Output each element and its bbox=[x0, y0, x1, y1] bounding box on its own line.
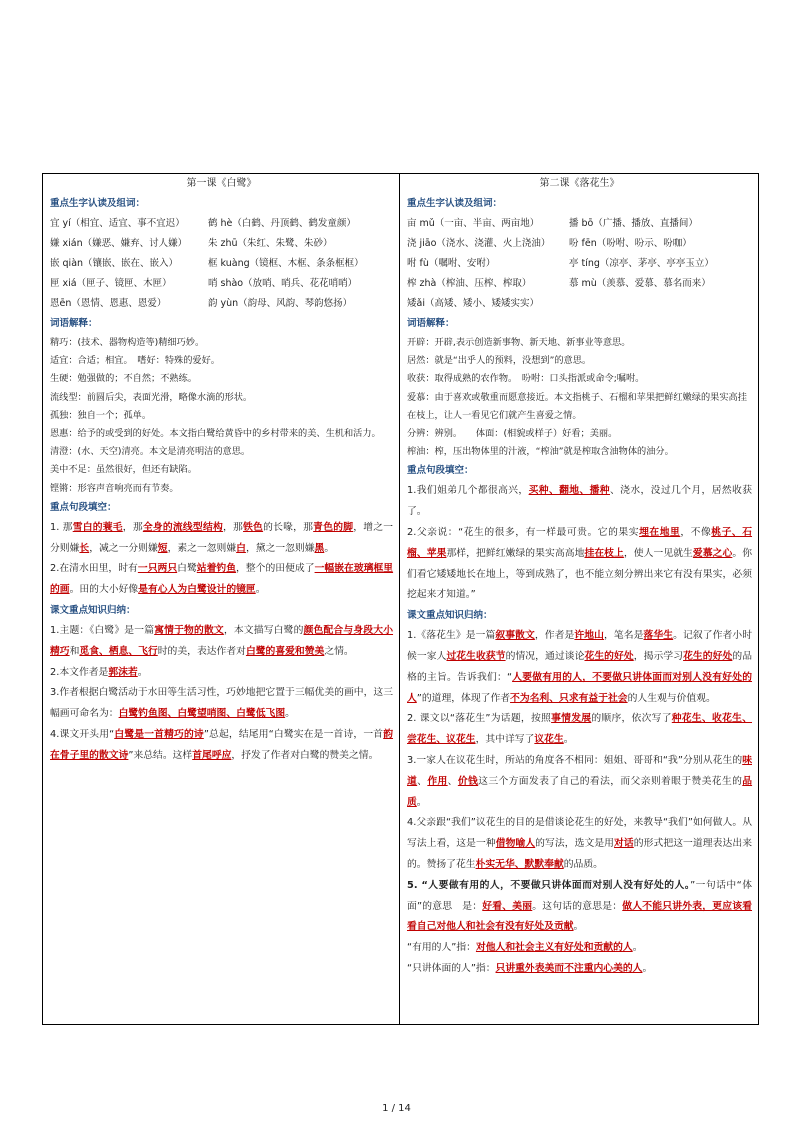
paragraph-text: 、 bbox=[447, 775, 458, 787]
section-heading: 词语解释： bbox=[407, 318, 455, 329]
paragraph-text: ，作者是 bbox=[534, 630, 575, 642]
paragraph-text: ，不像 bbox=[680, 527, 712, 539]
answer-highlight: 对话 bbox=[614, 838, 634, 850]
character-entry: 韵 yùn（韵母、风韵、琴韵悠扬） bbox=[208, 298, 353, 309]
paragraph bbox=[407, 813, 752, 875]
definition-line: 居然：就是“出乎人的预料，没想到”的意思。 bbox=[407, 355, 592, 367]
paragraph-text: 的品格的主旨。告诉我们：“ bbox=[407, 651, 753, 683]
paragraph-text: 。这句话的意思是： bbox=[532, 900, 623, 912]
character-row bbox=[407, 214, 752, 234]
answer-highlight: 议花生 bbox=[534, 734, 564, 746]
character-entry: 框 kuàng（镜框、木框、条条框框） bbox=[208, 258, 364, 269]
answer-highlight: 是有心人为白鹭设计的镜匣 bbox=[138, 584, 256, 596]
paragraph bbox=[407, 709, 752, 751]
answer-highlight: 做人不能只讲外表，更应该看看自己对他人和社会有没有好处及贡献 bbox=[407, 900, 753, 933]
paragraph-text: 1.《落花生》是一篇 bbox=[407, 630, 496, 642]
paragraph bbox=[50, 559, 393, 601]
paragraph bbox=[407, 523, 752, 606]
paragraph-text: “只讲体面的人”指： bbox=[407, 962, 496, 974]
answer-highlight: 颜色配合与身段大小精巧 bbox=[50, 625, 394, 657]
paragraph bbox=[407, 626, 752, 709]
paragraph-text: ，本文描写白鹭的 bbox=[223, 625, 304, 637]
paragraph-text: ”来总结。这样 bbox=[128, 749, 193, 761]
answer-highlight: 许地山 bbox=[574, 630, 605, 642]
page-number: 1 / 14 bbox=[382, 1103, 411, 1114]
section-heading: 重点生字认读及组词： bbox=[50, 198, 146, 209]
answer-highlight: 首尾呼应 bbox=[192, 749, 232, 761]
section-heading: 词语解释： bbox=[50, 318, 98, 329]
answer-highlight: 白鹭是一首精巧的诗 bbox=[114, 729, 204, 740]
character-entry: 榨 zhà（榨油、压榨、榨取） bbox=[407, 278, 532, 289]
answer-highlight: 郭沫若 bbox=[108, 666, 138, 678]
definition-line: 孤独：独自一个；孤单。 bbox=[50, 409, 152, 421]
answer-highlight: 买种、翻地、播种 bbox=[528, 485, 610, 497]
answer-highlight: 雪白的蓑毛 bbox=[72, 521, 123, 533]
paragraph-text: 。 bbox=[573, 921, 584, 933]
definition-line: 适宜：合适；相宜。 嗜好：特殊的爱好。 bbox=[50, 355, 220, 367]
paragraph-text: 。 bbox=[632, 942, 643, 954]
paragraph-text: 、 bbox=[417, 775, 428, 787]
answer-highlight: 埋在地里 bbox=[639, 527, 681, 539]
paragraph-text: 。 bbox=[563, 734, 574, 746]
section-heading: 重点句段填空： bbox=[50, 501, 117, 513]
paragraph-text: 2. 课文以“落花生”为话题，按照 bbox=[407, 713, 552, 725]
answer-highlight: 站着钓鱼 bbox=[196, 563, 237, 575]
paragraph bbox=[407, 876, 752, 938]
paragraph-text: 。田的大小好像 bbox=[69, 584, 139, 596]
answer-highlight: 品质 bbox=[407, 775, 753, 808]
paragraph-text: 3.一家人在议花生时，所站的角度各不相同：姐姐、哥哥和“我”分别从花生的 bbox=[407, 754, 743, 766]
answer-highlight: 桃子、石榴、苹果 bbox=[407, 527, 753, 559]
answer-highlight: 对他人和社会主义有好处和贡献的人 bbox=[475, 942, 633, 954]
paragraph-text: 白鹭 bbox=[177, 563, 197, 575]
definition-line: 爱慕：由于喜欢或敬重而愿意接近。本文指桃子、石榴和苹果把鲜红嫩绿的果实高挂在枝上，让人一看见它们就产生喜爱之情。 bbox=[407, 391, 747, 421]
paragraph-text: 4.父亲跟“我们”议花生的目的是借谈论花生的好处，来教导“我们”如何做人。从写法上看，这是一种 bbox=[407, 817, 752, 850]
answer-highlight: 白 bbox=[236, 542, 246, 554]
answer-highlight: 寓情于物的散文 bbox=[154, 625, 224, 637]
paragraph-text: 、浇水，没过几个月，居然收获了。 bbox=[407, 485, 753, 518]
paragraph-text: 的品质。 bbox=[563, 858, 603, 870]
paragraph-text: ，减之一分则嫌 bbox=[89, 542, 158, 554]
paragraph-text: 2.在清水田里，时有 bbox=[50, 563, 138, 575]
word-definitions bbox=[407, 334, 752, 461]
character-entry: 匣 xiá（匣子、镜匣、木匣） bbox=[50, 278, 172, 289]
paragraph bbox=[50, 518, 393, 560]
section-heading: 课文重点知识归纳： bbox=[50, 605, 136, 617]
paragraph-text: 1.主题：《白鹭》是一篇 bbox=[50, 625, 155, 637]
definition-line: 恩惠：给予的或受到的好处。本文指白鹭给黄昏中的乡村带来的美、生机和活力。 bbox=[50, 428, 381, 440]
answer-highlight: 铁色 bbox=[243, 521, 264, 533]
paragraph-text: 和 bbox=[69, 645, 80, 657]
character-row bbox=[407, 254, 752, 274]
paragraph bbox=[407, 959, 752, 980]
character-row bbox=[407, 274, 752, 294]
answer-highlight: 好看、美丽 bbox=[482, 900, 533, 912]
answer-highlight: 韵在骨子里的散文诗 bbox=[50, 729, 393, 761]
answer-highlight: 挂在枝上 bbox=[584, 547, 624, 559]
answer-highlight: 爱慕之心 bbox=[692, 547, 733, 559]
paragraph-text: 。你们看它矮矮地长在地上，等到成熟了，也不能立刻分辨出来它有没有果实，必须挖起来才知道。” bbox=[407, 547, 753, 601]
answer-highlight: 只讲重外表美而不注重内心美的人 bbox=[495, 962, 643, 974]
answer-highlight: 一幅嵌在玻璃框里的画 bbox=[50, 563, 394, 596]
answer-highlight: 叙事散文 bbox=[495, 630, 535, 642]
character-row bbox=[50, 274, 393, 294]
paragraph-text: ，笔名是 bbox=[604, 630, 644, 642]
section-heading: 重点句段填空： bbox=[407, 465, 474, 477]
answer-highlight: 青色的脚 bbox=[313, 521, 354, 533]
definition-line: 生硬：勉强做的；不自然；不熟练。 bbox=[50, 373, 197, 385]
paragraph bbox=[50, 683, 393, 725]
character-row bbox=[407, 234, 752, 254]
paragraph-text: 。记叙了作者小时候一家人 bbox=[407, 630, 753, 662]
paragraph-text: ，其中详写了 bbox=[475, 734, 535, 746]
character-entry: 朱 zhū（朱红、朱鹭、朱砂） bbox=[208, 238, 333, 249]
answer-highlight: 落华生 bbox=[643, 630, 674, 642]
character-row bbox=[50, 214, 393, 234]
paragraph bbox=[407, 481, 752, 523]
paragraph-text: 的长喙，那 bbox=[263, 521, 314, 533]
paragraph-text: ，抒发了作者对白鹭的赞美之情。 bbox=[231, 749, 379, 761]
paragraph-text: 。 bbox=[324, 542, 335, 554]
definition-line: 美中不足：虽然很好，但还有缺陷。 bbox=[50, 464, 197, 476]
paragraph-text: 。 bbox=[285, 708, 295, 720]
character-entry: 亭 tíng（凉亭、茅亭、亭亭玉立） bbox=[569, 258, 714, 269]
character-entry: 慕 mù（羡慕、爱慕、慕名而来） bbox=[569, 278, 711, 289]
answer-highlight: 人要做有用的人，不要做只讲体面而对别人没有好处的人 bbox=[407, 671, 753, 704]
paragraph-text: ，那 bbox=[122, 521, 143, 533]
answer-highlight: 短 bbox=[157, 542, 168, 554]
character-entry: 亩 mǔ（一亩、半亩、两亩地） bbox=[407, 218, 540, 229]
paragraph-text: 2.本文作者是 bbox=[50, 666, 109, 678]
answer-highlight: 种花生、收花生、尝花生、议花生 bbox=[407, 713, 752, 746]
answer-highlight: 价钱 bbox=[457, 775, 479, 787]
answer-highlight: 白鹭的喜爱和赞美 bbox=[245, 645, 325, 657]
character-entry: 恩ēn（恩情、恩惠、恩爱） bbox=[50, 298, 167, 309]
paragraph-text: 这三个方面发表了自己的看法，而父亲则着眼于赞美花生的 bbox=[478, 775, 743, 787]
answer-highlight: 朴实无华、默默奉献 bbox=[475, 858, 564, 870]
answer-highlight: 过花生收获节 bbox=[446, 651, 506, 662]
paragraph-text: 那样，把鲜红嫩绿的果实高高地 bbox=[446, 547, 585, 559]
paragraph-text: 的顺序，依次写了 bbox=[591, 713, 672, 725]
paragraph-text: ，增之一分则嫌 bbox=[50, 521, 394, 554]
character-row bbox=[50, 294, 393, 314]
word-definitions bbox=[50, 334, 393, 498]
paragraph-text: 。 bbox=[255, 584, 266, 596]
answer-highlight: 觅食、栖息、飞行 bbox=[79, 645, 158, 657]
answer-highlight: 不为名利、只求有益于社会 bbox=[510, 692, 628, 704]
character-entry: 浇 jiāo（浇水、浇灌、火上浇油） bbox=[407, 238, 551, 249]
paragraph-text: ，黛之一忽则嫌 bbox=[245, 542, 315, 554]
paragraph-text: 。 bbox=[416, 796, 427, 808]
answer-highlight: 事情发展 bbox=[551, 713, 592, 725]
paragraph-text: ，那 bbox=[222, 521, 244, 533]
character-row bbox=[50, 254, 393, 274]
answer-highlight: 黑 bbox=[314, 542, 325, 554]
answer-highlight: 作用 bbox=[427, 775, 448, 787]
answer-highlight: 长 bbox=[79, 542, 90, 554]
lesson-2-cell bbox=[400, 174, 759, 1025]
answer-highlight: 全身的流线型结构 bbox=[142, 521, 223, 533]
character-entry: 吩 fēn（吩咐、吩示、吩咖） bbox=[569, 238, 692, 249]
paragraph-text: 之情。 bbox=[324, 645, 354, 657]
definition-line: 铿锵：形容声音响亮而有节奏。 bbox=[50, 482, 179, 494]
paragraph-text: 1.我们姐弟几个都很高兴， bbox=[407, 485, 529, 497]
lesson-table bbox=[42, 173, 759, 1025]
paragraph-text: 。 bbox=[642, 962, 653, 974]
section-heading: 课文重点知识归纳： bbox=[407, 610, 493, 622]
paragraph-text: 的形式把这一道理表达出来的。赞扬了花生 bbox=[407, 838, 753, 870]
definition-line: 精巧：(技术、器物构造等)精细巧妙。 bbox=[50, 337, 205, 348]
paragraph-text: 的人生观与价值观。 bbox=[627, 692, 716, 704]
character-entry: 矮ǎi（高矮、矮小、矮矮实实） bbox=[407, 298, 539, 309]
character-entry: 播 bō（广播、播放、直播间） bbox=[569, 218, 698, 229]
paragraph-text: ”一句话中“体面”的意思 是： bbox=[407, 879, 752, 912]
section-heading: 重点生字认读及组词： bbox=[407, 198, 503, 209]
paragraph-text: ，素之一忽则嫌 bbox=[167, 542, 237, 554]
character-entry: 哨 shào（放哨、哨兵、花花哨哨） bbox=[208, 278, 358, 289]
paragraph-text: ，揭示学习 bbox=[633, 651, 684, 662]
lesson-1-cell bbox=[43, 174, 400, 1025]
character-row bbox=[50, 234, 393, 254]
paragraph bbox=[407, 751, 752, 813]
definition-line: 榨油：榨，压出物体里的汁液，“榨油”就是榨取含油物体的油分。 bbox=[407, 446, 674, 458]
answer-highlight: 一只两只 bbox=[137, 563, 178, 575]
answer-highlight: 味道 bbox=[407, 754, 752, 787]
answer-highlight: 借物喻人 bbox=[495, 838, 536, 850]
paragraph-text: ”的道理，体现了作者 bbox=[416, 692, 511, 704]
character-entry: 宜 yí（相宜、适宜、事不宜迟） bbox=[50, 218, 185, 229]
paragraph-text: 时的美，表达作者对 bbox=[157, 645, 246, 657]
paragraph-text: 5. “人要做有用的人，不要做只讲体面而对别人没有好处的人。 bbox=[407, 879, 691, 891]
paragraph bbox=[50, 621, 393, 663]
definition-line: 流线型：前圆后尖，表面光滑，略像水滴的形状。 bbox=[50, 391, 253, 403]
character-entry: 鹤 hè（白鹤、丹顶鹤、鹤发童颜） bbox=[208, 218, 356, 229]
paragraph-text: “有用的人”指： bbox=[407, 942, 476, 954]
character-entry: 嵌 qiàn（镶嵌、嵌在、嵌入） bbox=[50, 258, 179, 269]
definition-line: 清澄：(水、天空)清亮。本文是清亮明洁的意思。 bbox=[50, 446, 251, 458]
paragraph bbox=[50, 663, 393, 684]
answer-highlight: 白鹭钓鱼图、白鹭望哨图、白鹭低飞图 bbox=[118, 708, 286, 720]
definition-line: 分辨：辨别。 体面：(相貌或样子）好看；美丽。 bbox=[407, 428, 618, 440]
paragraph-text: 1. 那 bbox=[50, 521, 73, 533]
paragraph-text: 的情况，通过谈论 bbox=[505, 651, 585, 662]
character-row bbox=[407, 294, 752, 314]
paragraph-text: 2.父亲说：“花生的很多，有一样最可贵。它的果实 bbox=[407, 527, 640, 539]
paragraph bbox=[407, 938, 752, 959]
answer-highlight: 花生的好处 bbox=[683, 651, 733, 662]
character-entry: 嫌 xián（嫌恶、嫌弃、讨人嫌） bbox=[50, 238, 188, 249]
paragraph-text: ”总起，结尾用“白鹭实在是一首诗，一首 bbox=[203, 729, 384, 740]
paragraph-text: 。 bbox=[137, 666, 148, 678]
lesson-title: 第二课《落花生》 bbox=[539, 178, 620, 189]
paragraph-text: ，使人一见就生 bbox=[623, 547, 693, 559]
definition-line: 收获：取得成熟的农作物。 吩咐：口头指派或命令;嘱咐。 bbox=[407, 373, 645, 385]
answer-highlight: 花生的好处 bbox=[584, 651, 634, 662]
character-entry: 咐 fù（嘱咐、安咐） bbox=[407, 258, 496, 269]
paragraph-text: 的写法，选文是用 bbox=[535, 838, 615, 850]
lesson-title: 第一课《白鹭》 bbox=[186, 178, 257, 189]
paragraph-text: 4.课文开头用“ bbox=[50, 729, 115, 740]
paragraph-text: ，整个的田便成了 bbox=[236, 563, 315, 575]
paragraph bbox=[50, 725, 393, 767]
paragraph-text: 3.作者根据白鹭活动于水田等生活习性，巧妙地把它置于三幅优美的画中，这三幅画可命名为： bbox=[50, 687, 393, 720]
definition-line: 开辟：开辟,表示创造新事物、新天地、新事业等意思。 bbox=[407, 337, 631, 348]
